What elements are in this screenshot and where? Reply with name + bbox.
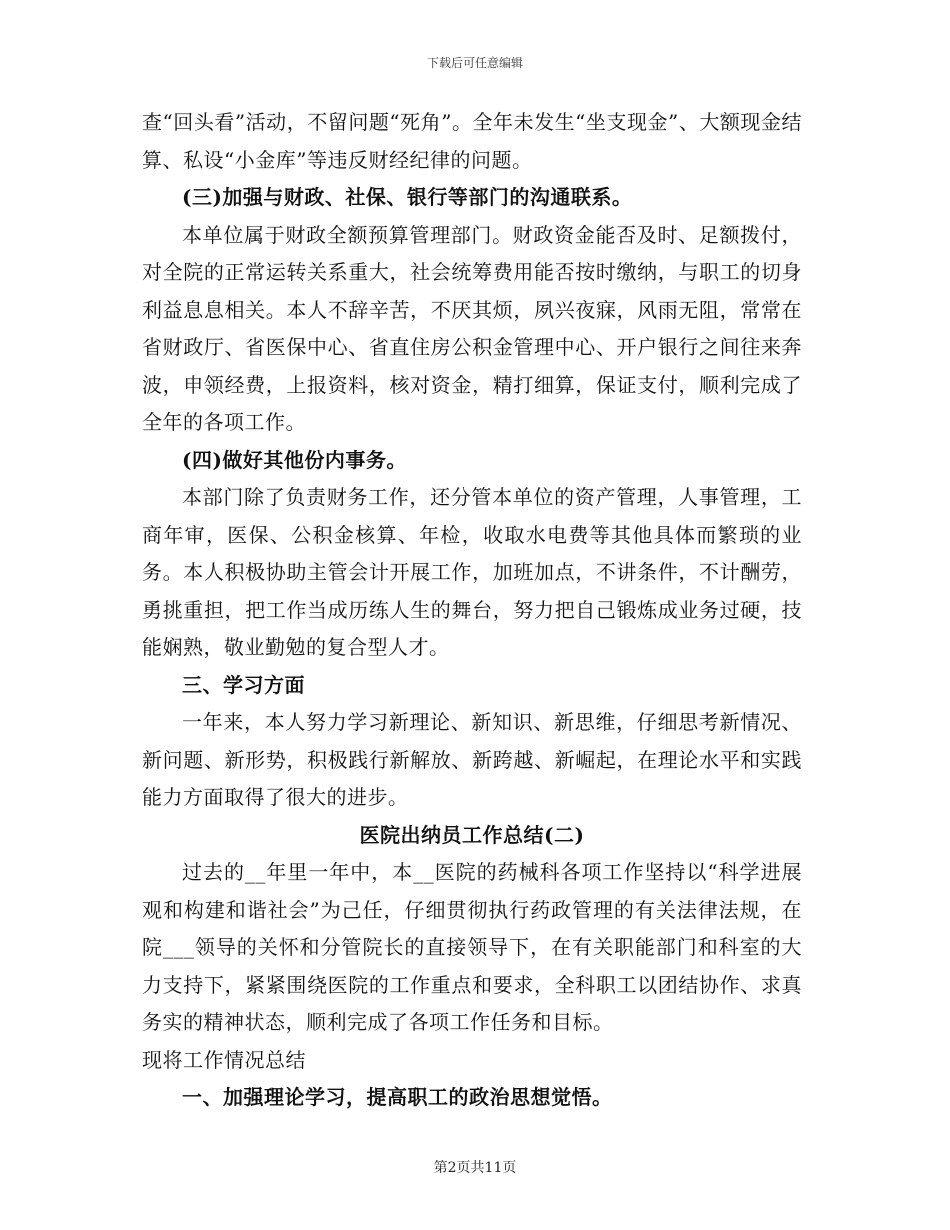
document-title-part-two: 医院出纳员工作总结(二)	[359, 822, 585, 847]
page-header: 下载后可任意编辑	[426, 56, 523, 70]
section-heading-study: 三、学习方面	[182, 672, 305, 697]
paragraph-other-duties: 本部门除了负责财务工作，还分管本单位的资产管理，人事管理，工商年审，医保、公积金核算、年检，收取水电费等其他具体而繁琐的业务。本人积极协助主管会计开展工作，加班加点，不讲条件，不计酬劳，勇挑重担，把工作当成历练人生的舞台，努力把自己锻炼成业务过硬，技能娴熟，敬业勤勉的复合型人才。	[142, 485, 802, 659]
page-footer: 第2页共11页	[433, 1160, 517, 1176]
paragraph-summary-intro: 现将工作情况总结	[142, 1047, 306, 1072]
paragraph-pharmacy-summary: 过去的__年里一年中，本__医院的药械科各项工作坚持以“科学进展观和构建和谐社会”为己任，仔细贯彻执行药政管理的有关法律法规，在院___领导的关怀和分管院长的直接领导下，在有关职能部门和科室的大力支持下，紧紧围绕医院的工作重点和要求，全科职工以团结协作、求真务实的精神状态，顺利完成了各项工作任务和目标。	[142, 860, 802, 1034]
paragraph-communication: 本单位属于财政全额预算管理部门。财政资金能否及时、足额拨付，对全院的正常运转关系重大，社会统筹费用能否按时缴纳，与职工的切身利益息息相关。本人不辞辛苦，不厌其烦，夙兴夜寐，风雨无阻，常常在省财政厅、省医保中心、省直住房公积金管理中心、开户银行之间往来奔波，申领经费，上报资料，核对资金，精打细算，保证支付，顺利完成了全年的各项工作。	[142, 222, 802, 434]
paragraph-study: 一年来，本人努力学习新理论、新知识、新思维，仔细思考新情况、新问题、新形势，积极践行新解放、新跨越、新崛起，在理论水平和实践能力方面取得了很大的进步。	[142, 710, 802, 809]
section-heading-other-duties: (四)做好其他份内事务。	[182, 447, 407, 472]
section-heading-communication: (三)加强与财政、社保、银行等部门的沟通联系。	[182, 185, 633, 209]
document-body	[142, 104, 802, 1117]
paragraph-cashier-check: 查“回头看”活动，不留问题“死角”。全年未发生“坐支现金”、大额现金结算、私设“小金库”等违反财经纪律的问题。	[142, 110, 802, 172]
section-heading-theory-study: 一、加强理论学习，提高职工的政治思想觉悟。	[182, 1085, 613, 1109]
